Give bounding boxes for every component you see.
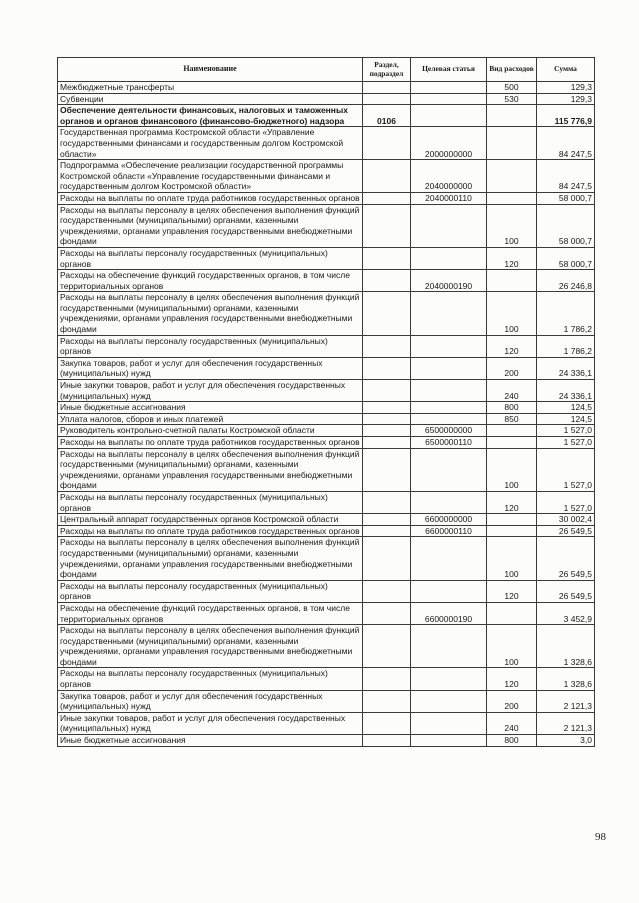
row-article: 2040000110 [411, 192, 487, 204]
table-row [58, 625, 595, 668]
row-section [363, 537, 411, 580]
row-type: 240 [487, 380, 537, 402]
row-section [363, 82, 411, 94]
row-article: 2000000000 [411, 127, 487, 160]
table-row [58, 402, 595, 414]
row-section [363, 602, 411, 624]
row-sum: 129,3 [537, 82, 595, 94]
row-name: Расходы на выплаты персоналу в целях обеспечения выполнения функций государственными (муниципальными) органами, казенными учреждениями, органами управления государственными внебюджетными фондами [58, 292, 363, 335]
row-sum: 58 000,7 [537, 247, 595, 269]
row-name: Закупка товаров, работ и услуг для обеспечения государственных (муниципальных) нужд [58, 690, 363, 712]
row-sum: 115 776,9 [537, 105, 595, 127]
row-sum: 1 786,2 [537, 335, 595, 357]
table-row [58, 413, 595, 425]
header-section: Раздел, подраздел [363, 58, 411, 82]
table-row [58, 127, 595, 160]
row-article [411, 537, 487, 580]
row-article [411, 491, 487, 513]
row-sum: 124,5 [537, 402, 595, 414]
table-row [58, 270, 595, 292]
row-type: 500 [487, 82, 537, 94]
row-article [411, 690, 487, 712]
table-row [58, 247, 595, 269]
header-type: Вид расходов [487, 58, 537, 82]
row-name: Расходы на выплаты персоналу в целях обеспечения выполнения функций государственными (муниципальными) органами, казенными учреждениями, органами управления государственными внебюджетными фондами [58, 537, 363, 580]
row-article [411, 668, 487, 690]
row-name: Расходы на выплаты персоналу государственных (муниципальных) органов [58, 335, 363, 357]
row-type: 100 [487, 537, 537, 580]
row-section [363, 93, 411, 105]
row-sum: 1 527,0 [537, 437, 595, 449]
row-section [363, 437, 411, 449]
row-sum: 26 549,5 [537, 525, 595, 537]
row-sum: 3 452,9 [537, 602, 595, 624]
row-article [411, 380, 487, 402]
row-article: 2040000000 [411, 160, 487, 193]
row-article [411, 82, 487, 94]
row-section [363, 247, 411, 269]
header-article: Целевая статья [411, 58, 487, 82]
row-article [411, 580, 487, 602]
budget-table [57, 57, 595, 747]
row-section [363, 192, 411, 204]
row-article [411, 93, 487, 105]
row-type: 120 [487, 247, 537, 269]
row-sum: 24 336,1 [537, 380, 595, 402]
row-section [363, 413, 411, 425]
row-article [411, 735, 487, 747]
row-section [363, 690, 411, 712]
table-row [58, 602, 595, 624]
header-sum: Сумма [537, 58, 595, 82]
row-section [363, 335, 411, 357]
row-type: 100 [487, 292, 537, 335]
row-article [411, 625, 487, 668]
row-name: Иные бюджетные ассигнования [58, 402, 363, 414]
row-article: 2040000190 [411, 270, 487, 292]
row-article: 6500000110 [411, 437, 487, 449]
row-name: Расходы на выплаты по оплате труда работников государственных органов [58, 192, 363, 204]
row-section [363, 292, 411, 335]
row-type [487, 105, 537, 127]
row-sum: 2 121,3 [537, 712, 595, 734]
row-name: Руководитель контрольно-счетной палаты Костромской области [58, 425, 363, 437]
row-section [363, 402, 411, 414]
table-row [58, 580, 595, 602]
row-name: Расходы на выплаты персоналу в целях обеспечения выполнения функций государственными (муниципальными) органами, казенными учреждениями, органами управления государственными внебюджетными фондами [58, 448, 363, 491]
row-type: 800 [487, 735, 537, 747]
row-section [363, 712, 411, 734]
row-name: Подпрограмма «Обеспечение реализации государственной программы Костромской области «Управление государственными финансами и государственным долгом Костромской области» [58, 160, 363, 193]
row-article [411, 105, 487, 127]
row-sum: 1 328,6 [537, 668, 595, 690]
row-section [363, 425, 411, 437]
table-row [58, 712, 595, 734]
row-sum: 58 000,7 [537, 204, 595, 247]
table-row [58, 82, 595, 94]
table-row [58, 357, 595, 379]
row-article [411, 292, 487, 335]
row-article [411, 712, 487, 734]
header-name: Наименование [58, 58, 363, 82]
row-name: Расходы на выплаты по оплате труда работников государственных органов [58, 525, 363, 537]
table-row [58, 335, 595, 357]
row-section [363, 525, 411, 537]
row-section: 0106 [363, 105, 411, 127]
row-name: Обеспечение деятельности финансовых, налоговых и таможенных органов и органов финансового (финансово-бюджетного) надзора [58, 105, 363, 127]
row-sum: 124,5 [537, 413, 595, 425]
row-name: Иные бюджетные ассигнования [58, 735, 363, 747]
row-type [487, 160, 537, 193]
row-name: Расходы на обеспечение функций государственных органов, в том числе территориальных органов [58, 270, 363, 292]
table-row [58, 668, 595, 690]
table-row [58, 292, 595, 335]
table-row [58, 160, 595, 193]
row-name: Закупка товаров, работ и услуг для обеспечения государственных (муниципальных) нужд [58, 357, 363, 379]
row-name: Расходы на выплаты персоналу в целях обеспечения выполнения функций государственными (муниципальными) органами, казенными учреждениями, органами управления государственными внебюджетными фондами [58, 204, 363, 247]
row-type [487, 514, 537, 526]
row-type [487, 437, 537, 449]
table-row [58, 425, 595, 437]
row-sum: 2 121,3 [537, 690, 595, 712]
row-type [487, 602, 537, 624]
row-section [363, 270, 411, 292]
row-name: Межбюджетные трансферты [58, 82, 363, 94]
table-row [58, 690, 595, 712]
row-section [363, 127, 411, 160]
row-section [363, 204, 411, 247]
row-name: Расходы на выплаты по оплате труда работников государственных органов [58, 437, 363, 449]
row-article: 6600000190 [411, 602, 487, 624]
row-name: Государственная программа Костромской области «Управление государственными финансами и государственным долгом Костромской области» [58, 127, 363, 160]
row-type: 100 [487, 204, 537, 247]
row-article [411, 204, 487, 247]
row-section [363, 735, 411, 747]
page-number: 98 [595, 831, 606, 843]
table-body [58, 82, 595, 747]
row-sum: 1 527,0 [537, 448, 595, 491]
table-row [58, 105, 595, 127]
row-name: Расходы на обеспечение функций государственных органов, в том числе территориальных органов [58, 602, 363, 624]
row-article: 6500000000 [411, 425, 487, 437]
row-type: 200 [487, 357, 537, 379]
table-row [58, 537, 595, 580]
row-sum: 1 527,0 [537, 491, 595, 513]
row-type: 120 [487, 668, 537, 690]
row-type: 120 [487, 580, 537, 602]
row-name: Иные закупки товаров, работ и услуг для обеспечения государственных (муниципальных) нужд [58, 380, 363, 402]
table-row [58, 204, 595, 247]
row-name: Уплата налогов, сборов и иных платежей [58, 413, 363, 425]
row-name: Иные закупки товаров, работ и услуг для обеспечения государственных (муниципальных) нужд [58, 712, 363, 734]
row-type: 200 [487, 690, 537, 712]
table-row [58, 380, 595, 402]
row-sum: 24 336,1 [537, 357, 595, 379]
row-sum: 84 247,5 [537, 127, 595, 160]
row-sum: 84 247,5 [537, 160, 595, 193]
row-sum: 1 786,2 [537, 292, 595, 335]
row-type [487, 192, 537, 204]
row-section [363, 357, 411, 379]
row-type [487, 270, 537, 292]
row-section [363, 380, 411, 402]
row-sum: 26 549,5 [537, 580, 595, 602]
row-sum: 26 246,8 [537, 270, 595, 292]
row-section [363, 491, 411, 513]
row-section [363, 160, 411, 193]
row-sum: 58 000,7 [537, 192, 595, 204]
row-article [411, 335, 487, 357]
row-type: 850 [487, 413, 537, 425]
table-row [58, 93, 595, 105]
row-article [411, 402, 487, 414]
row-article: 6600000000 [411, 514, 487, 526]
table-header-row [58, 58, 595, 82]
row-sum: 129,3 [537, 93, 595, 105]
row-name: Расходы на выплаты персоналу государственных (муниципальных) органов [58, 491, 363, 513]
row-type: 530 [487, 93, 537, 105]
row-section [363, 625, 411, 668]
row-sum: 1 527,0 [537, 425, 595, 437]
row-type: 100 [487, 448, 537, 491]
row-type [487, 425, 537, 437]
row-sum: 26 549,5 [537, 537, 595, 580]
row-type: 120 [487, 491, 537, 513]
table-row [58, 491, 595, 513]
row-article [411, 413, 487, 425]
row-sum: 1 328,6 [537, 625, 595, 668]
row-article [411, 247, 487, 269]
row-section [363, 448, 411, 491]
row-section [363, 514, 411, 526]
row-section [363, 668, 411, 690]
row-sum: 3,0 [537, 735, 595, 747]
row-type [487, 127, 537, 160]
table-row [58, 448, 595, 491]
row-name: Расходы на выплаты персоналу государственных (муниципальных) органов [58, 247, 363, 269]
row-article [411, 448, 487, 491]
row-name: Расходы на выплаты персоналу государственных (муниципальных) органов [58, 580, 363, 602]
row-article [411, 357, 487, 379]
row-sum: 30 002,4 [537, 514, 595, 526]
row-type: 120 [487, 335, 537, 357]
row-name: Субвенции [58, 93, 363, 105]
table-row [58, 514, 595, 526]
row-type: 100 [487, 625, 537, 668]
row-section [363, 580, 411, 602]
row-article: 6600000110 [411, 525, 487, 537]
table-row [58, 525, 595, 537]
table-row [58, 735, 595, 747]
row-name: Расходы на выплаты персоналу государственных (муниципальных) органов [58, 668, 363, 690]
row-type [487, 525, 537, 537]
row-name: Расходы на выплаты персоналу в целях обеспечения выполнения функций государственными (муниципальными) органами, казенными учреждениями, органами управления государственными внебюджетными фондами [58, 625, 363, 668]
row-name: Центральный аппарат государственных органов Костромской области [58, 514, 363, 526]
row-type: 240 [487, 712, 537, 734]
table-row [58, 192, 595, 204]
table-row [58, 437, 595, 449]
row-type: 800 [487, 402, 537, 414]
